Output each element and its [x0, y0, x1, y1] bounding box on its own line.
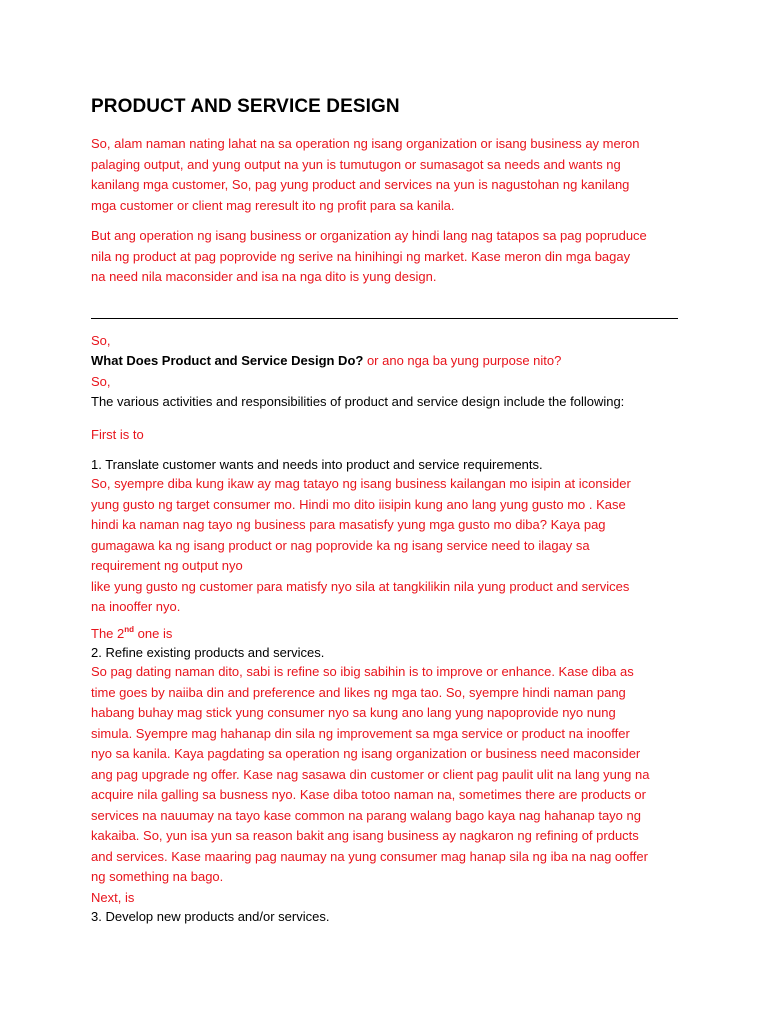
text-line: So, alam naman nating lahat na sa operation ng isang organization or isang business ay meron [91, 136, 640, 151]
item-2-heading [91, 643, 681, 664]
text-line: 3. Develop new products and/or services. [91, 909, 330, 924]
next-is-label [91, 888, 681, 909]
question-red-text: or ano nga ba yung purpose nito? [363, 353, 562, 368]
text-line: nila ng product at pag poprovide ng serive na hinihingi ng market. Kase meron din mga bagay [91, 248, 631, 264]
item-2-body [91, 662, 681, 888]
text-line: gumagawa ka ng isang product or nag poprovide ka ng isang service need to ilagay sa [91, 537, 590, 553]
intro-paragraph-2 [91, 226, 681, 288]
question-bold-text: What Does Product and Service Design Do? [91, 353, 364, 368]
text-line: So, syempre diba kung ikaw ay mag tatayo ng isang business kailangan mo isipin at iconsider [91, 476, 631, 491]
text-line: habang buhay mag stick yung consumer nyo sa kung ano lang yung napoprovide nyo nung [91, 705, 616, 720]
horizontal-divider [91, 318, 678, 319]
question-line [91, 351, 681, 372]
second-one-label [91, 624, 681, 645]
text-line: 1. Translate customer wants and needs into product and service requirements. [91, 457, 543, 472]
text-line: kanilang mga customer, So, pag yung product and services na yun is nagustohan ng kanilang [91, 177, 630, 192]
text-line: requirement ng output nyo [91, 558, 243, 573]
text-line: nyo sa kanila. Kaya pagdating sa operation ng isang organization or business need maconsider [91, 746, 641, 761]
text-line: First is to [91, 427, 144, 442]
text-line: So pag dating naman dito, sabi is refine so ibig sabihin is to improve or enhance. Kase diba as [91, 664, 634, 679]
text-line: palaging output, and yung output na yun is tumutugon or sumasagot sa needs and wants ng [91, 156, 621, 172]
text-line: na need nila maconsider and isa na nga dito is yung design. [91, 269, 437, 284]
text-line: time goes by naiiba din and preference and likes ng mga tao. So, syempre hindi naman pang [91, 684, 626, 700]
second-superscript: nd [124, 624, 135, 634]
first-is-to-label [91, 425, 681, 446]
text-line: 2. Refine existing products and services. [91, 645, 325, 660]
so-label-1 [91, 331, 681, 352]
text-line: services na nauumay na tayo kase common na parang walang bago kaya nag hahanap tayo ng [91, 807, 641, 823]
text-line: ng something na bago. [91, 869, 224, 884]
item-1-heading [91, 455, 681, 476]
text-line: and services. Kase maaring pag naumay na yung consumer mag hanap sila ng iba na nag ooffer [91, 848, 648, 864]
text-line: acquire nila galling sa busness nyo. Kase diba totoo naman na, sometimes there are products or [91, 787, 646, 802]
text-line: kakaiba. So, yun isa yun sa reason bakit ang isang business ay nagkaron ng refining of prducts [91, 828, 639, 843]
text-line: The various activities and responsibilities of product and service design include the following: [91, 394, 625, 409]
activities-intro [91, 392, 681, 413]
text-line: Next, is [91, 890, 135, 905]
text-line: But ang operation ng isang business or organization ay hindi lang nag tatapos sa pag popruduce [91, 228, 647, 243]
item-3-heading [91, 907, 681, 928]
intro-paragraph-1 [91, 134, 681, 216]
text-line: simula. Syempre mag hahanap din sila ng improvement sa mga service or product na inooffer [91, 725, 630, 741]
text-line: So, [91, 374, 111, 389]
second-suffix: one is [134, 626, 173, 641]
so-label-2 [91, 372, 681, 393]
text-line: So, [91, 333, 111, 348]
text-line: ang pag upgrade ng offer. Kase nag sasawa din customer or client pag paulit ulit na lang yung na [91, 766, 650, 782]
second-prefix: The 2 [91, 626, 125, 641]
text-line: like yung gusto ng customer para matisfy nyo sila at tangkilikin nila yung product and services [91, 578, 630, 594]
item-1-body [91, 474, 681, 618]
text-line: hindi ka naman nag tayo ng business para masatisfy yung mga gusto mo diba? Kaya pag [91, 517, 606, 532]
text-line: mga customer or client mag reresult ito ng profit para sa kanila. [91, 197, 455, 213]
text-line: na inooffer nyo. [91, 599, 181, 614]
text-line: yung gusto ng target consumer mo. Hindi mo dito iisipin kung ano lang yung gusto mo . Kase [91, 496, 626, 512]
document-title: PRODUCT AND SERVICE DESIGN [91, 96, 400, 117]
